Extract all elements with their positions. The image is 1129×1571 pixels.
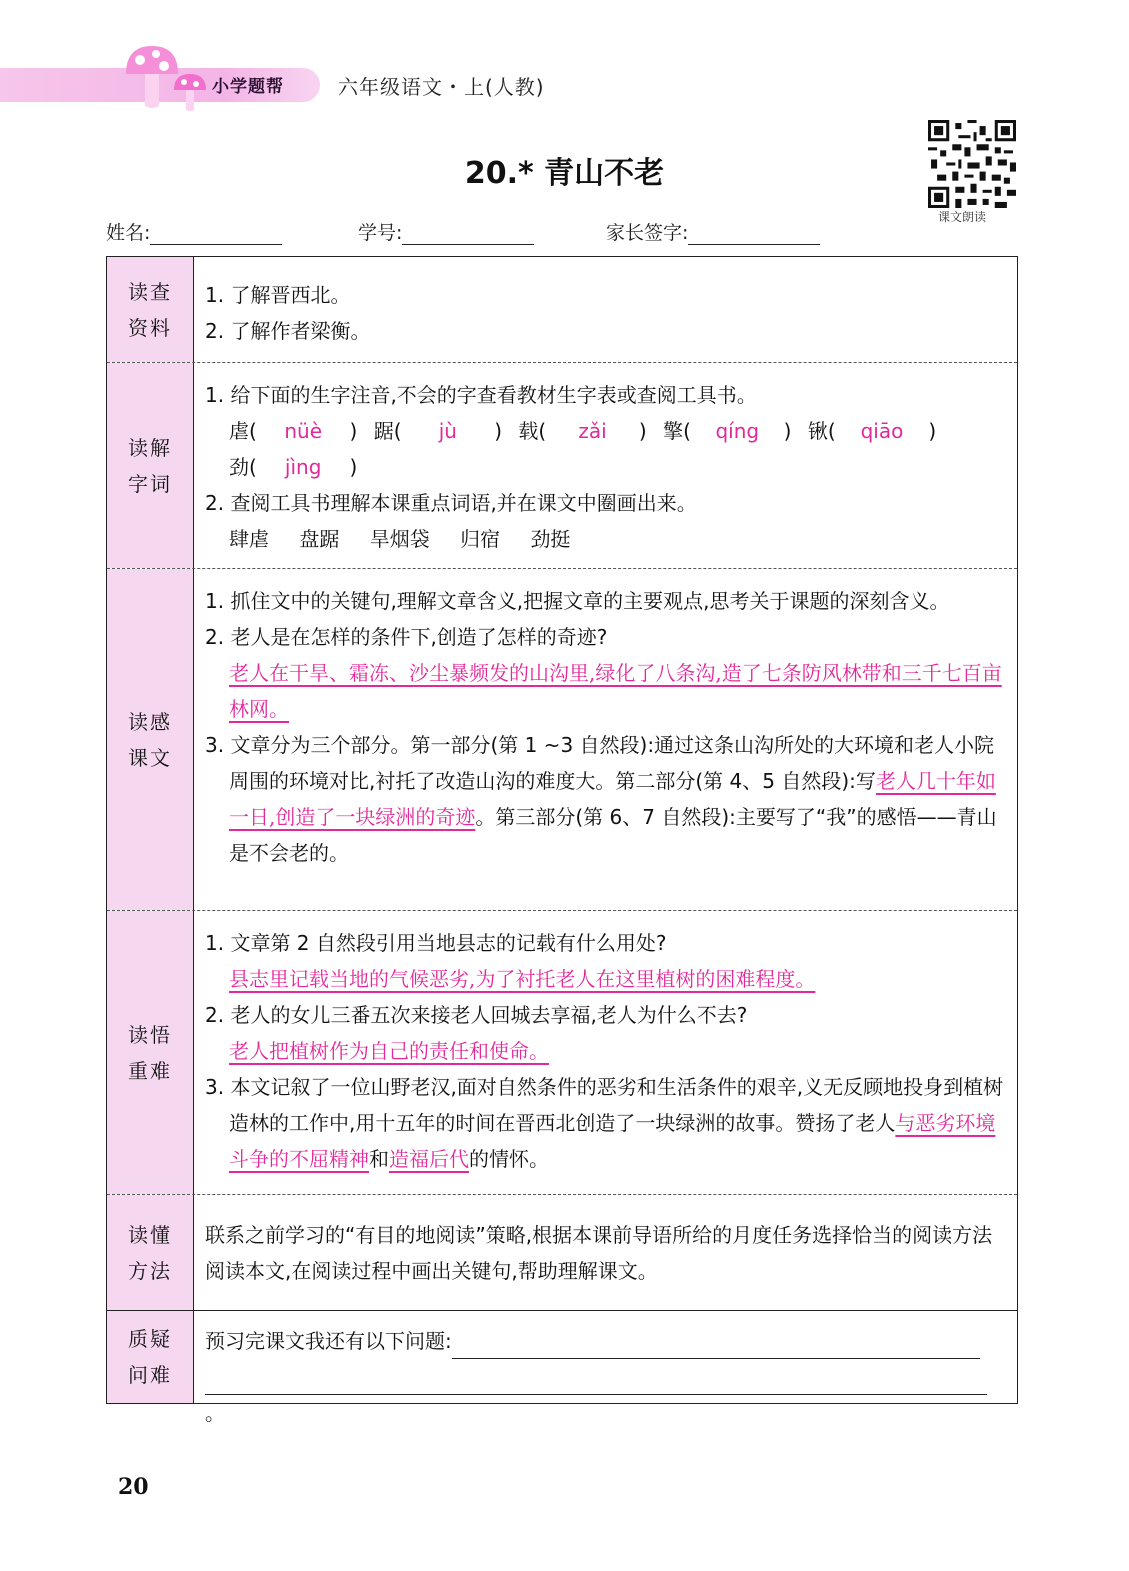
section-key-difficulties	[107, 911, 1017, 1195]
question-text: 3. 本文记叙了一位山野老汉,面对自然条件的恶劣和生活条件的艰辛,义无反顾地投身到植树造林的工作中,用十五年的时间在晋西北创造了一块绿洲的故事。赞扬了老人与恶劣环境斗争的不屈精神和造福后代的情怀。	[205, 1075, 1004, 1171]
list-item: 2. 了解作者梁衡。	[205, 319, 371, 343]
student-number-blank[interactable]	[402, 224, 534, 245]
name-blank[interactable]	[150, 224, 282, 245]
answer-blank[interactable]	[452, 1336, 980, 1359]
pinyin-answer[interactable]: nüè	[284, 419, 322, 443]
qr-caption: 课文朗读	[938, 210, 987, 224]
answer-text[interactable]: 造福后代	[389, 1147, 469, 1171]
brand-name: 小学题帮	[212, 77, 284, 97]
list-item: 1. 了解晋西北。	[205, 283, 351, 307]
book-title: 六年级语文・上(人教)	[338, 75, 545, 99]
answer-text[interactable]: 老人把植树作为自己的责任和使命。	[229, 1039, 549, 1063]
question-prompt: 预习完课文我还有以下问题:	[205, 1323, 1005, 1359]
answer-text[interactable]: 老人在干旱、霜冻、沙尘暴频发的山沟里,绿化了八条沟,造了七条防风林带和三千七百亩林网。	[229, 661, 1002, 721]
section-content	[205, 925, 1005, 1177]
pinyin-item: 虐( nüè )	[229, 413, 357, 449]
name-label: 姓名:	[106, 222, 151, 244]
question-text: 1. 抓住文中的关键句,理解文章含义,把握文章的主要观点,思考关于课题的深刻含义。	[205, 589, 950, 613]
name-field[interactable]	[106, 218, 282, 245]
page-number: 20	[118, 1474, 149, 1500]
pinyin-item: 劲( jìng )	[229, 449, 357, 485]
answer-blank-row: 。	[205, 1359, 1005, 1431]
question-text: 2. 老人是在怎样的条件下,创造了怎样的奇迹?	[205, 625, 608, 649]
mushroom-logo-icon	[118, 40, 218, 112]
vocab-word: 归宿	[460, 527, 501, 551]
pinyin-answer[interactable]: qiāo	[860, 419, 904, 443]
section-read-materials	[107, 257, 1017, 363]
parent-signature-field[interactable]	[606, 218, 820, 245]
section-questions	[107, 1311, 1017, 1425]
parent-signature-label: 家长签字:	[606, 222, 689, 244]
section-label: 读懂 方法	[107, 1195, 194, 1310]
question-text: 2. 老人的女儿三番五次来接老人回城去享福,老人为什么不去?	[205, 1003, 748, 1027]
pinyin-answer[interactable]: jù	[438, 419, 457, 443]
vocab-word: 旱烟袋	[369, 527, 430, 551]
qr-code-icon[interactable]	[928, 120, 1016, 208]
section-content	[205, 377, 1005, 557]
section-label: 读查 资料	[107, 257, 194, 362]
pinyin-item: 载( zǎi )	[518, 413, 646, 449]
pinyin-item: 擎( qíng )	[663, 413, 791, 449]
section-content: 联系之前学习的“有目的地阅读”策略,根据本课前导语所给的月度任务选择恰当的阅读方法阅读本文,在阅读过程中画出关键句,帮助理解课文。	[205, 1223, 993, 1283]
student-number-field[interactable]	[358, 218, 534, 245]
worksheet-table	[106, 256, 1018, 1425]
section-text-feeling	[107, 569, 1017, 911]
vocab-word: 肆虐	[229, 527, 269, 551]
section-content	[205, 1323, 1005, 1431]
pinyin-item: 锹( qiāo )	[808, 413, 936, 449]
section-content	[205, 583, 1005, 871]
pinyin-answer[interactable]: zǎi	[578, 419, 607, 443]
vocabulary-list	[205, 521, 1005, 557]
pinyin-row	[205, 413, 1005, 449]
answer-text[interactable]: 老人几十年如一日,创造了一块绿洲的奇迹	[229, 769, 996, 829]
question-text: 3. 文章分为三个部分。第一部分(第 1 ~3 自然段):通过这条山沟所处的大环境和老人小院周围的环境对比,衬托了改造山沟的难度大。第二部分(第 4、5 自然段):写老人几十年如一日,创造了一块绿洲的奇迹。第三部分(第 6、7 自然段):主要写了“我”的感悟——青山是不会老的。	[205, 733, 997, 865]
student-number-label: 学号:	[358, 222, 403, 244]
page-title: 20.* 青山不老	[464, 156, 665, 191]
section-label: 读解 字词	[107, 363, 194, 568]
pinyin-item: 踞( jù )	[374, 413, 502, 449]
pinyin-answer[interactable]: qíng	[715, 419, 760, 443]
answer-text[interactable]: 与恶劣环境斗争的不屈精神	[229, 1111, 996, 1171]
parent-signature-blank[interactable]	[688, 224, 820, 245]
answer-blank[interactable]	[205, 1372, 987, 1395]
answer-text[interactable]: 县志里记载当地的气候恶劣,为了衬托老人在这里植树的困难程度。	[229, 967, 816, 991]
section-content	[205, 277, 1005, 349]
section-reading-method	[107, 1195, 1017, 1311]
section-label: 读感 课文	[107, 569, 194, 910]
vocab-word: 劲挺	[530, 527, 571, 551]
question-text: 1. 文章第 2 自然段引用当地县志的记载有什么用处?	[205, 931, 667, 955]
student-info-row	[0, 218, 1129, 248]
pinyin-row	[205, 449, 1005, 485]
question-text: 2. 查阅工具书理解本课重点词语,并在课文中圈画出来。	[205, 491, 697, 515]
question-text: 1. 给下面的生字注音,不会的字查看教材生字表或查阅工具书。	[205, 383, 757, 407]
vocab-word: 盘踞	[299, 527, 340, 551]
section-label: 读悟 重难	[107, 911, 194, 1194]
pinyin-answer[interactable]: jìng	[284, 455, 322, 479]
section-words	[107, 363, 1017, 569]
section-label: 质疑 问难	[107, 1311, 194, 1403]
